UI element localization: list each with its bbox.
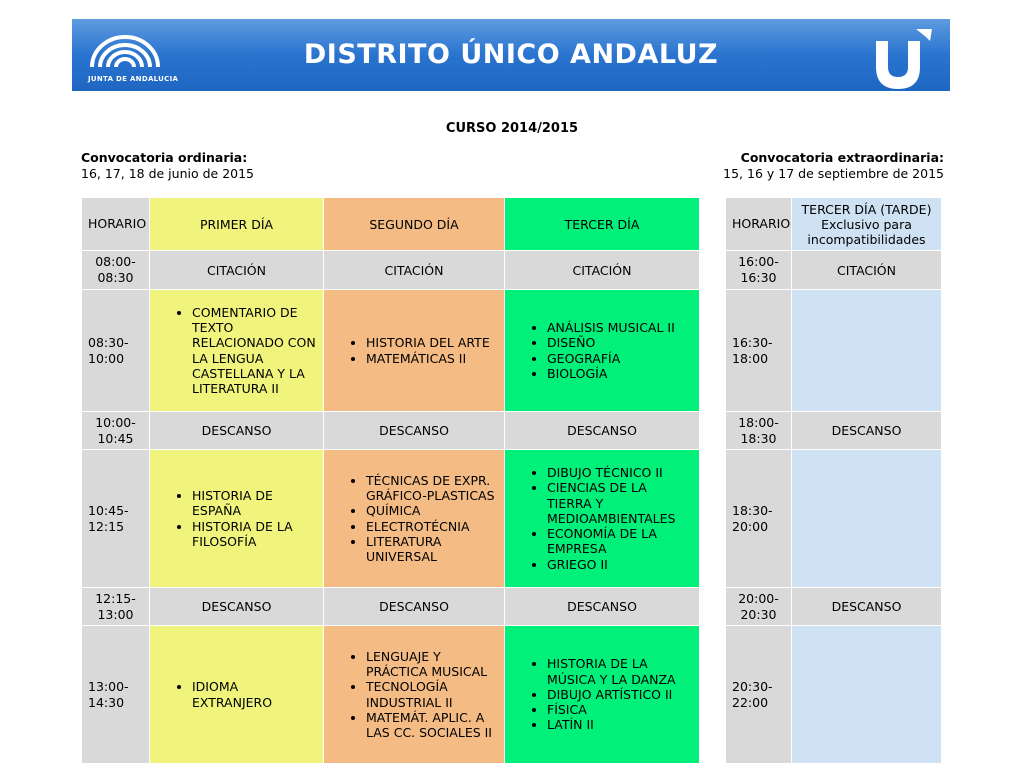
horario-header: HORARIO — [726, 198, 792, 251]
course-title: CURSO 2014/2015 — [445, 121, 579, 136]
table-row — [82, 450, 700, 588]
subject-cell — [324, 626, 505, 764]
subject-item: • TÉCNICAS DE EXPR. GRÁFICO-PLASTICAS — [366, 473, 500, 504]
subject-cell — [505, 450, 700, 588]
time-cell: 12:15- 13:00 — [82, 588, 150, 626]
table-row — [726, 626, 942, 764]
time-cell: 13:00- 14:30 — [82, 626, 150, 764]
subject-item: • LATÍN II — [547, 717, 695, 732]
time-cell: 18:00- 18:30 — [726, 412, 792, 450]
subject-item: • IDIOMA EXTRANJERO — [192, 679, 319, 710]
time-cell: 18:30- 20:00 — [726, 450, 792, 588]
time-cell: 20:00- 20:30 — [726, 588, 792, 626]
empty-cell — [792, 290, 942, 412]
subject-item: • HISTORIA DE LA MÚSICA Y LA DANZA — [547, 656, 695, 687]
subject-item: • FÍSICA — [547, 702, 695, 717]
day-header: TERCER DÍA (TARDE) Exclusivo para incompatibilidades — [792, 198, 942, 251]
table-row — [726, 290, 942, 412]
descanso-cell: DESCANSO — [324, 588, 505, 626]
page-title: DISTRITO ÚNICO ANDALUZ — [303, 39, 719, 70]
subject-item: • DIBUJO ARTÍSTICO II — [547, 687, 695, 702]
subject-item: • COMENTARIO DE TEXTO RELACIONADO CON LA LENGUA CASTELLANA Y LA LITERATURA II — [192, 305, 319, 397]
table-row — [726, 588, 942, 626]
empty-cell — [792, 450, 942, 588]
subject-item: • GRIEGO II — [547, 557, 695, 572]
empty-cell — [792, 626, 942, 764]
subject-item: • LENGUAJE Y PRÁCTICA MUSICAL — [366, 649, 500, 680]
extraordinaria-schedule-table — [725, 197, 942, 764]
subject-cell — [150, 626, 324, 764]
subject-item: • CIENCIAS DE LA TIERRA Y MEDIOAMBIENTALES — [547, 480, 695, 526]
descanso-cell: DESCANSO — [792, 588, 942, 626]
citacion-cell: CITACIÓN — [792, 251, 942, 290]
table-row — [82, 412, 700, 450]
day-header: TERCER DÍA — [505, 198, 700, 251]
table-row — [726, 198, 942, 251]
subject-item: • BIOLOGÍA — [547, 366, 695, 381]
distrito-unico-logo — [870, 27, 936, 89]
table-row — [82, 290, 700, 412]
subject-item: • ANÁLISIS MUSICAL II — [547, 320, 695, 335]
table-row — [726, 251, 942, 290]
day-header: SEGUNDO DÍA — [324, 198, 505, 251]
descanso-cell: DESCANSO — [505, 412, 700, 450]
subject-item: • DISEÑO — [547, 335, 695, 350]
subject-item: • HISTORIA DEL ARTE — [366, 335, 500, 350]
descanso-cell: DESCANSO — [505, 588, 700, 626]
time-cell: 10:45- 12:15 — [82, 450, 150, 588]
header-banner — [72, 19, 950, 91]
subject-item: • MATEMÁT. APLIC. A LAS CC. SOCIALES II — [366, 710, 500, 741]
table-row — [82, 251, 700, 290]
table-row — [82, 198, 700, 251]
citacion-cell: CITACIÓN — [324, 251, 505, 290]
extraordinaria-dates: 15, 16 y 17 de septiembre de 2015 — [723, 166, 944, 181]
day-header: PRIMER DÍA — [150, 198, 324, 251]
table-row — [726, 412, 942, 450]
extraordinaria-heading: Convocatoria extraordinaria: — [740, 150, 944, 165]
subject-item: • LITERATURA UNIVERSAL — [366, 534, 500, 565]
descanso-cell: DESCANSO — [324, 412, 505, 450]
table-row — [82, 588, 700, 626]
time-cell: 20:30- 22:00 — [726, 626, 792, 764]
subject-cell — [150, 290, 324, 412]
subject-item: • ECONOMÍA DE LA EMPRESA — [547, 526, 695, 557]
table-row — [82, 626, 700, 764]
citacion-cell: CITACIÓN — [505, 251, 700, 290]
subject-cell — [324, 450, 505, 588]
time-cell: 16:30- 18:00 — [726, 290, 792, 412]
table-row — [726, 450, 942, 588]
descanso-cell: DESCANSO — [150, 412, 324, 450]
subject-cell — [324, 290, 505, 412]
subject-item: • MATEMÁTICAS II — [366, 351, 500, 366]
subject-cell — [505, 290, 700, 412]
time-cell: 08:00- 08:30 — [82, 251, 150, 290]
subject-item: • GEOGRAFÍA — [547, 351, 695, 366]
subject-item: • TECNOLOGÍA INDUSTRIAL II — [366, 679, 500, 710]
subject-cell — [505, 626, 700, 764]
subject-cell — [150, 450, 324, 588]
ordinaria-dates: 16, 17, 18 de junio de 2015 — [81, 166, 255, 181]
ordinaria-heading: Convocatoria ordinaria: — [81, 150, 248, 165]
subject-item: • DIBUJO TÉCNICO II — [547, 465, 695, 480]
extraordinaria-info — [723, 150, 944, 182]
subject-item: • HISTORIA DE ESPAÑA — [192, 488, 319, 519]
subject-item: • QUÍMICA — [366, 503, 500, 518]
citacion-cell: CITACIÓN — [150, 251, 324, 290]
descanso-cell: DESCANSO — [792, 412, 942, 450]
subject-item: • HISTORIA DE LA FILOSOFÍA — [192, 519, 319, 550]
time-cell: 10:00- 10:45 — [82, 412, 150, 450]
ordinaria-info — [81, 150, 254, 182]
logo-caption: JUNTA DE ANDALUCIA — [88, 75, 179, 83]
time-cell: 08:30- 10:00 — [82, 290, 150, 412]
subject-item: • ELECTROTÉCNIA — [366, 519, 500, 534]
ordinaria-schedule-table — [81, 197, 700, 764]
horario-header: HORARIO — [82, 198, 150, 251]
time-cell: 16:00- 16:30 — [726, 251, 792, 290]
descanso-cell: DESCANSO — [150, 588, 324, 626]
